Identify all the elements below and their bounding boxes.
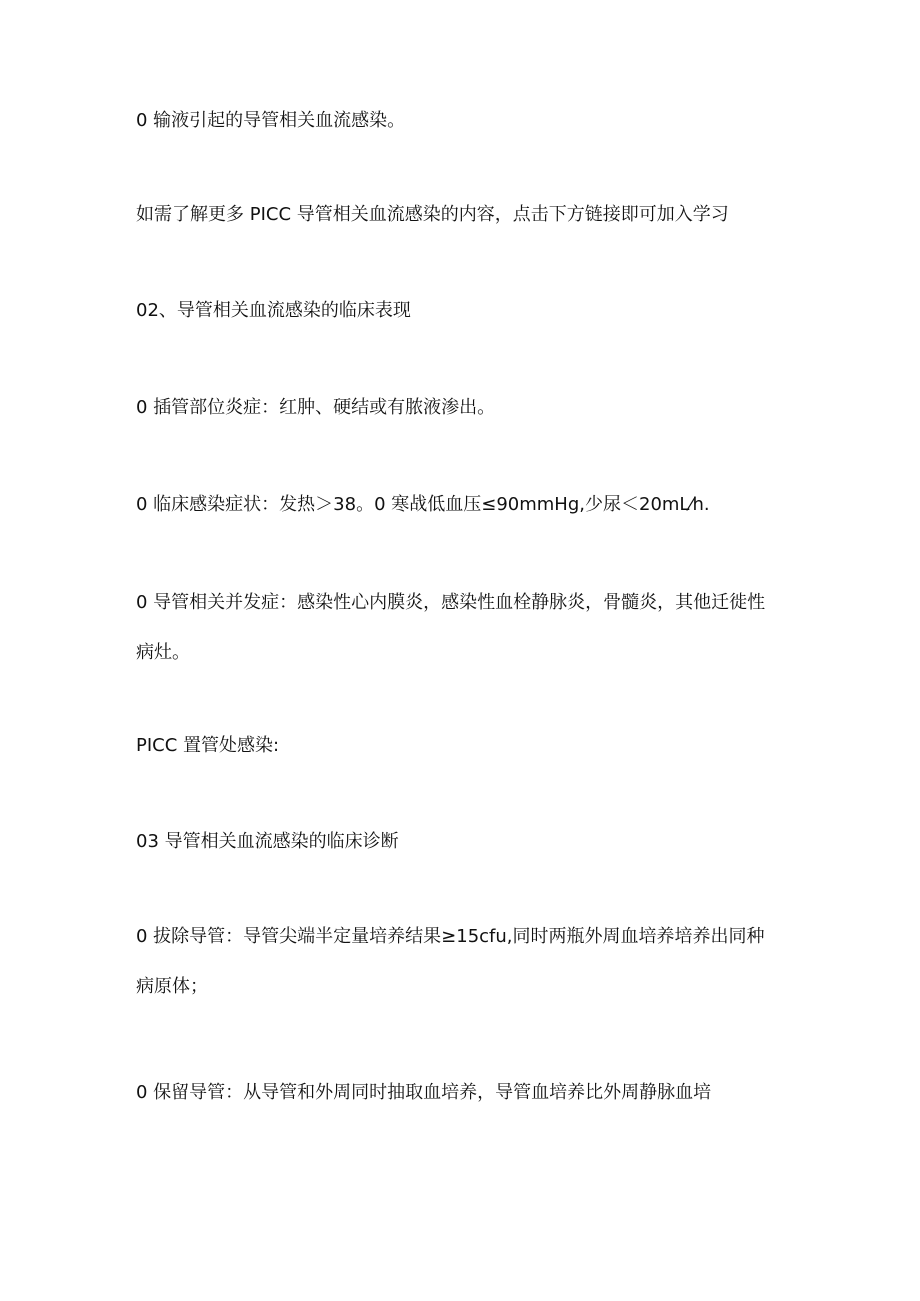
section-heading-clinical-manifestations: 02、导管相关血流感染的临床表现 xyxy=(136,300,411,321)
paragraph-remove-catheter-line-1: 0 拔除导管：导管尖端半定量培养结果≥15cfu,同时两瓶外周血培养培养出同种 xyxy=(136,926,765,947)
paragraph-learn-more-link-note: 如需了解更多 PICC 导管相关血流感染的内容，点击下方链接即可加入学习 xyxy=(136,204,729,225)
paragraph-infusion-infection: 0 输液引起的导管相关血流感染。 xyxy=(136,110,406,131)
paragraph-insertion-site-inflammation: 0 插管部位炎症：红肿、硬结或有脓液渗出。 xyxy=(136,397,496,418)
paragraph-remove-catheter-line-2: 病原体； xyxy=(136,976,208,997)
section-heading-clinical-diagnosis: 03 导管相关血流感染的临床诊断 xyxy=(136,831,399,852)
paragraph-complications-line-1: 0 导管相关并发症：感染性心内膜炎，感染性血栓静脉炎，骨髓炎，其他迁徙性 xyxy=(136,592,766,613)
paragraph-retain-catheter: 0 保留导管：从导管和外周同时抽取血培养，导管血培养比外周静脉血培 xyxy=(136,1082,712,1103)
paragraph-complications-line-2: 病灶。 xyxy=(136,642,190,663)
paragraph-picc-site-infection: PICC 置管处感染: xyxy=(136,735,280,756)
paragraph-clinical-symptoms: 0 临床感染症状：发热＞38。0 寒战低血压≤90mmHg,少尿＜20mL⁄h. xyxy=(136,494,710,515)
